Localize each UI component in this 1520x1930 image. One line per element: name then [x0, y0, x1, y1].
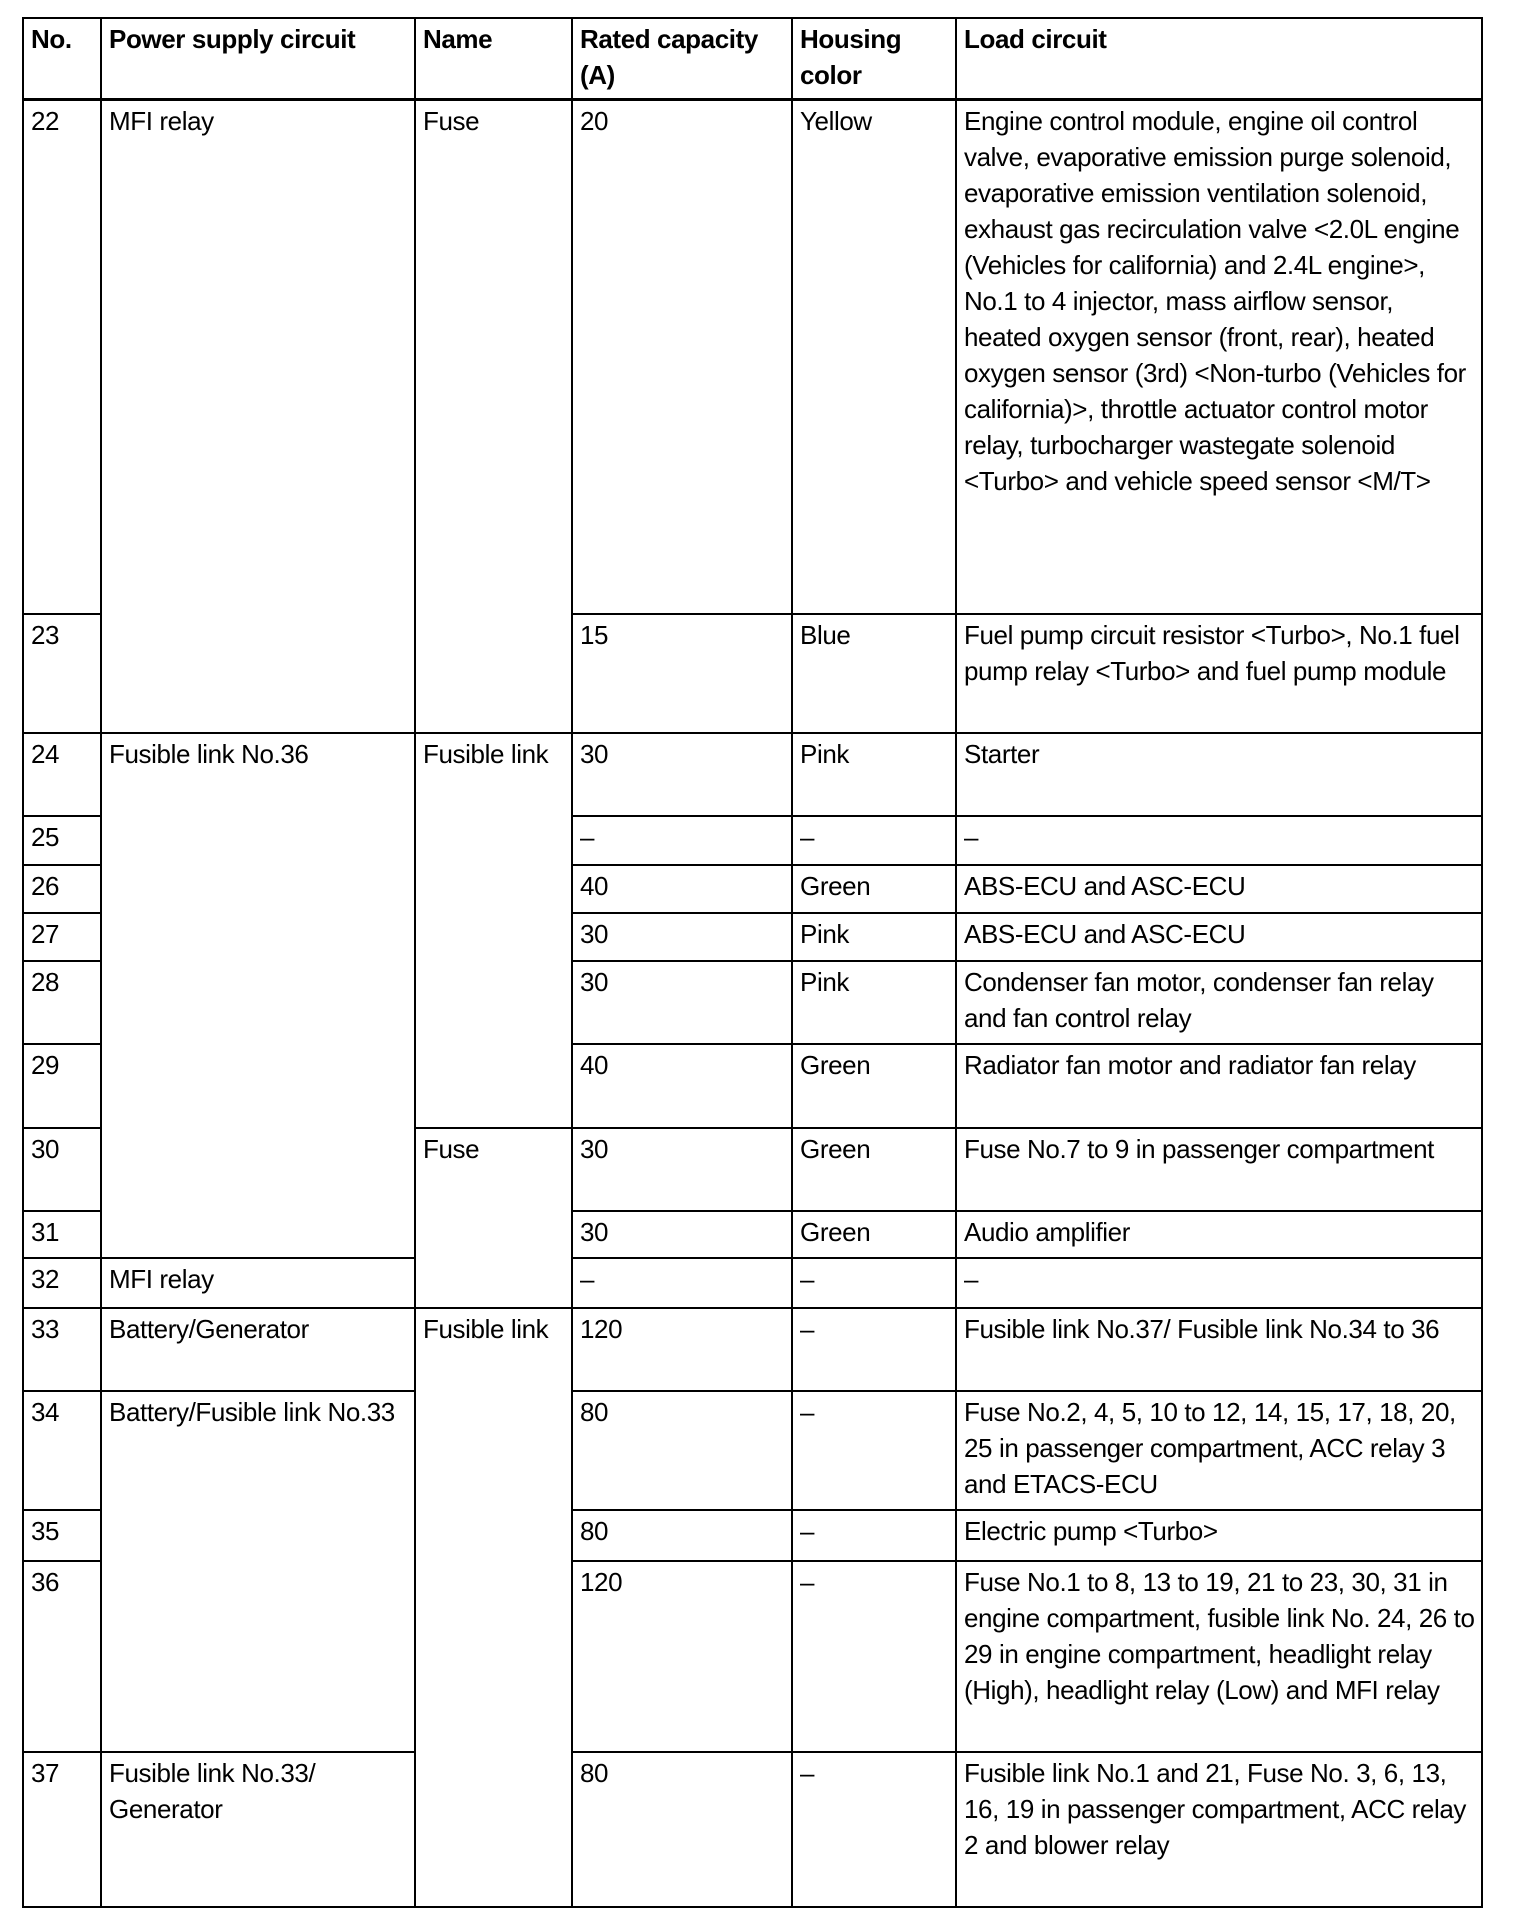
power-supply-circuit: MFI relay — [101, 1258, 415, 1308]
rated-capacity: 120 — [572, 1561, 792, 1752]
power-supply-circuit: Battery/Fusible link No.33 — [101, 1391, 415, 1752]
component-name: Fuse — [415, 99, 572, 733]
housing-color: – — [792, 816, 956, 865]
fuse-number: 27 — [23, 913, 101, 961]
rated-capacity: – — [572, 1258, 792, 1308]
housing-color: – — [792, 1258, 956, 1308]
housing-color: Blue — [792, 614, 956, 733]
fuse-number: 34 — [23, 1391, 101, 1510]
table-row — [23, 1391, 1482, 1510]
load-circuit: ABS-ECU and ASC-ECU — [956, 913, 1482, 961]
rated-capacity: 30 — [572, 913, 792, 961]
fuse-number: 24 — [23, 733, 101, 816]
housing-color: Green — [792, 1044, 956, 1128]
load-circuit: – — [956, 1258, 1482, 1308]
component-name: Fuse — [415, 1128, 572, 1308]
rated-capacity: 80 — [572, 1752, 792, 1907]
housing-color: – — [792, 1561, 956, 1752]
housing-color: – — [792, 1752, 956, 1907]
load-circuit: Condenser fan motor, condenser fan relay and fan control relay — [956, 961, 1482, 1044]
header-name: Name — [415, 18, 572, 99]
table-row — [23, 1752, 1482, 1907]
rated-capacity: 15 — [572, 614, 792, 733]
rated-capacity: 30 — [572, 733, 792, 816]
header-load-circuit: Load circuit — [956, 18, 1482, 99]
component-name: Fusible link — [415, 733, 572, 1128]
housing-color: Pink — [792, 733, 956, 816]
fuse-number: 23 — [23, 614, 101, 733]
power-supply-circuit: MFI relay — [101, 99, 415, 733]
power-supply-circuit: Battery/Generator — [101, 1308, 415, 1391]
table-row — [23, 733, 1482, 816]
rated-capacity: 40 — [572, 865, 792, 913]
housing-color: – — [792, 1391, 956, 1510]
fuse-number: 30 — [23, 1128, 101, 1211]
load-circuit: Fusible link No.1 and 21, Fuse No. 3, 6, 13, 16, 19 in passenger compartment, ACC relay 2 and blower relay — [956, 1752, 1482, 1907]
rated-capacity: 80 — [572, 1391, 792, 1510]
fuse-number: 36 — [23, 1561, 101, 1752]
header-no: No. — [23, 18, 101, 99]
rated-capacity: 30 — [572, 1211, 792, 1258]
load-circuit: Engine control module, engine oil control valve, evaporative emission purge solenoid, evaporative emission ventilation solenoid, exhaust gas recirculation valve <2.0L engine (Vehicles for california) and 2.4L engine>, No.1 to 4 injector, mass airflow sensor, heated oxygen sensor (front, rear), heated oxygen sensor (3rd) <Non-turbo (Vehicles for california)>, throttle actuator control motor relay, turbocharger wastegate solenoid <Turbo> and vehicle speed sensor <M/T> — [956, 99, 1482, 614]
header-rated-capacity: Rated capacity (A) — [572, 18, 792, 99]
housing-color: Yellow — [792, 99, 956, 614]
header-power-supply: Power supply circuit — [101, 18, 415, 99]
rated-capacity: 120 — [572, 1308, 792, 1391]
housing-color: Pink — [792, 961, 956, 1044]
fuse-table — [22, 17, 1483, 1908]
rated-capacity: 30 — [572, 1128, 792, 1211]
housing-color: Green — [792, 1211, 956, 1258]
fuse-number: 26 — [23, 865, 101, 913]
fuse-number: 22 — [23, 99, 101, 614]
fuse-number: 37 — [23, 1752, 101, 1907]
fuse-number: 35 — [23, 1510, 101, 1561]
rated-capacity: 80 — [572, 1510, 792, 1561]
power-supply-circuit: Fusible link No.33/ Generator — [101, 1752, 415, 1907]
rated-capacity: 30 — [572, 961, 792, 1044]
rated-capacity: 20 — [572, 99, 792, 614]
housing-color: Green — [792, 1128, 956, 1211]
table-row — [23, 1258, 1482, 1308]
table-row — [23, 99, 1482, 614]
load-circuit: – — [956, 816, 1482, 865]
housing-color: – — [792, 1510, 956, 1561]
fuse-number: 33 — [23, 1308, 101, 1391]
fuse-number: 25 — [23, 816, 101, 865]
table-row — [23, 1308, 1482, 1391]
component-name: Fusible link — [415, 1308, 572, 1907]
fuse-number: 32 — [23, 1258, 101, 1308]
load-circuit: Fuse No.1 to 8, 13 to 19, 21 to 23, 30, 31 in engine compartment, fusible link No. 24, 26 to 29 in engine compartment, headlight relay (High), headlight relay (Low) and MFI relay — [956, 1561, 1482, 1752]
load-circuit: Starter — [956, 733, 1482, 816]
fuse-number: 31 — [23, 1211, 101, 1258]
rated-capacity: – — [572, 816, 792, 865]
housing-color: – — [792, 1308, 956, 1391]
housing-color: Pink — [792, 913, 956, 961]
header-housing-color: Housing color — [792, 18, 956, 99]
load-circuit: Radiator fan motor and radiator fan relay — [956, 1044, 1482, 1128]
load-circuit: ABS-ECU and ASC-ECU — [956, 865, 1482, 913]
housing-color: Green — [792, 865, 956, 913]
load-circuit: Electric pump <Turbo> — [956, 1510, 1482, 1561]
fuse-number: 28 — [23, 961, 101, 1044]
table-body — [23, 99, 1482, 1907]
load-circuit: Fusible link No.37/ Fusible link No.34 to 36 — [956, 1308, 1482, 1391]
rated-capacity: 40 — [572, 1044, 792, 1128]
load-circuit: Audio amplifier — [956, 1211, 1482, 1258]
power-supply-circuit: Fusible link No.36 — [101, 733, 415, 1258]
header-row — [23, 18, 1482, 99]
load-circuit: Fuse No.7 to 9 in passenger compartment — [956, 1128, 1482, 1211]
load-circuit: Fuel pump circuit resistor <Turbo>, No.1 fuel pump relay <Turbo> and fuel pump module — [956, 614, 1482, 733]
fuse-number: 29 — [23, 1044, 101, 1128]
load-circuit: Fuse No.2, 4, 5, 10 to 12, 14, 15, 17, 18, 20, 25 in passenger compartment, ACC relay 3 and ETACS-ECU — [956, 1391, 1482, 1510]
